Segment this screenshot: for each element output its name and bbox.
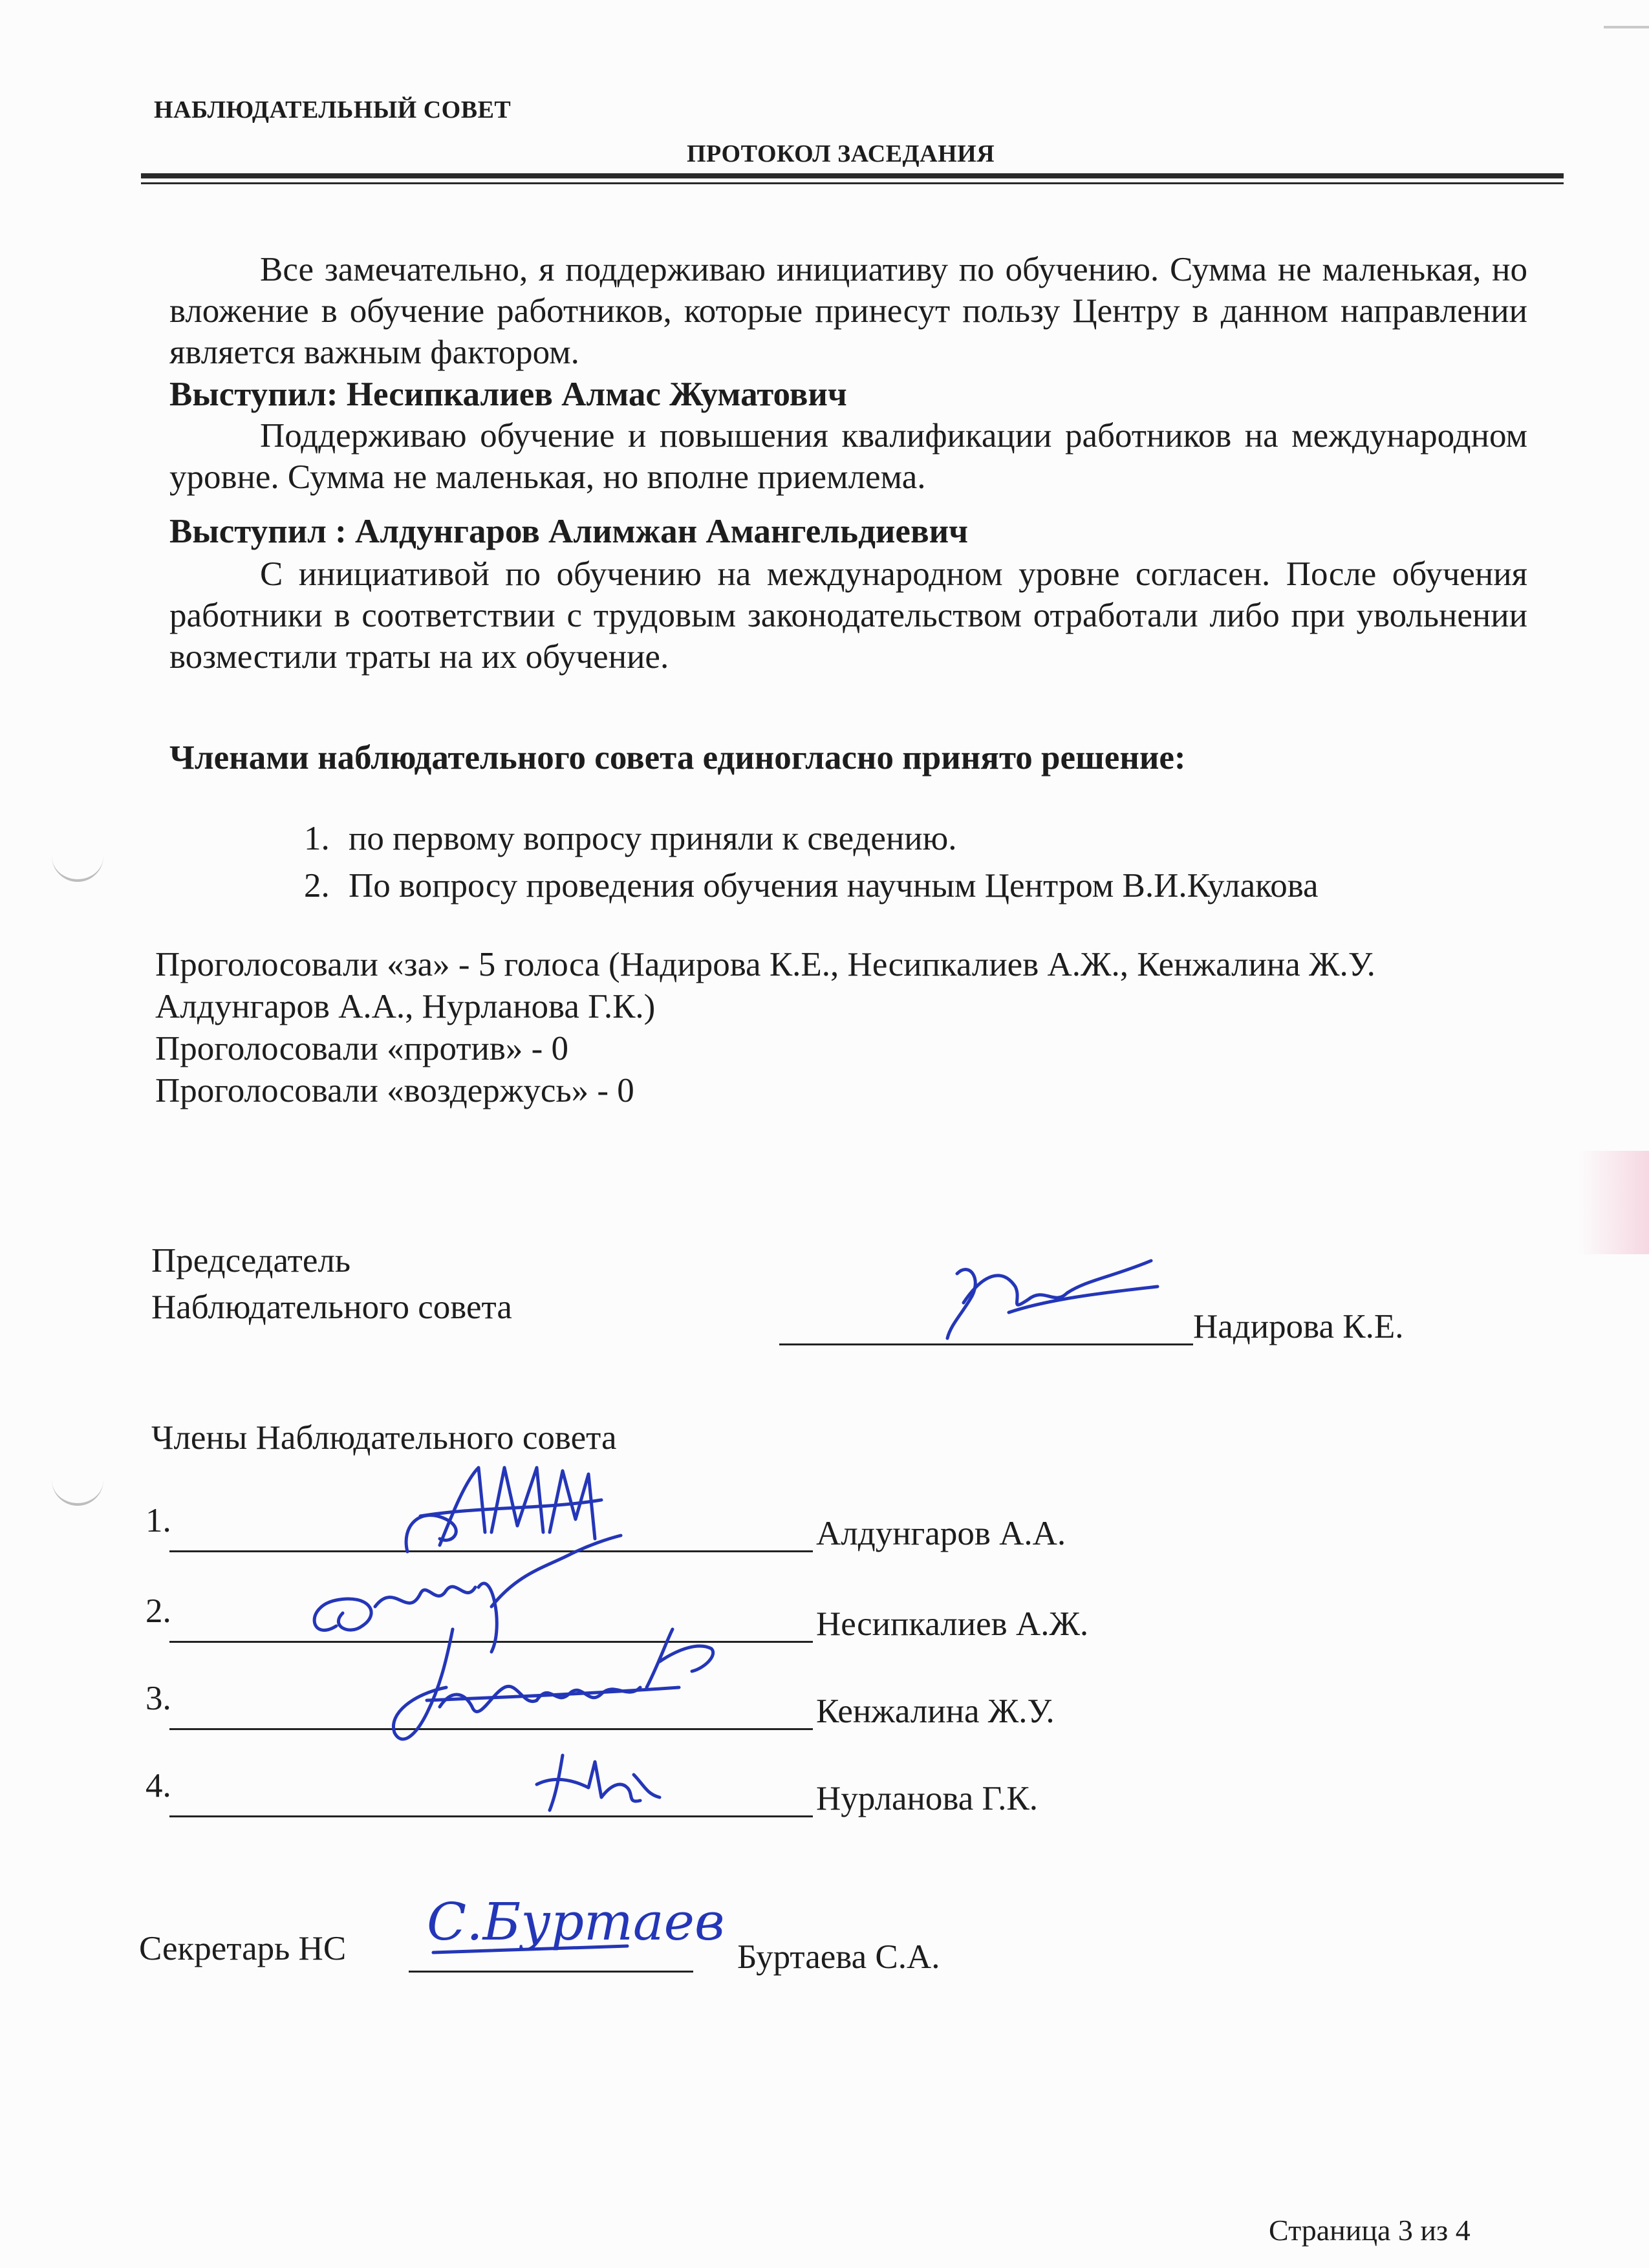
member-4-signature-line	[169, 1815, 813, 1817]
chairman-title-line-2: Наблюдательного совета	[151, 1289, 512, 1326]
votes-abstain: Проголосовали «воздержусь» - 0	[155, 1072, 634, 1109]
chairman-title-line-1: Председатель	[151, 1242, 350, 1279]
header-rule-thin	[141, 182, 1564, 184]
decision-number: 2.	[304, 867, 330, 904]
hole-punch-mark	[52, 853, 103, 882]
scan-edge-mark	[1604, 26, 1649, 28]
member-4-signature	[530, 1749, 673, 1820]
header-rule-thick	[141, 173, 1564, 178]
page-number: Страница 3 из 4	[1269, 2214, 1471, 2247]
chairman-signature	[931, 1248, 1164, 1351]
member-1-number: 1.	[146, 1502, 171, 1539]
decision-text: по первому вопросу приняли к сведению.	[349, 820, 957, 857]
secretary-title: Секретарь НС	[139, 1930, 347, 1967]
header-document-title: ПРОТОКОЛ ЗАСЕДАНИЯ	[687, 140, 995, 167]
member-2-name: Несипкалиев А.Ж.	[816, 1605, 1089, 1643]
speech-intro-text: Все замечательно, я поддерживаю инициативу по обучению. Сумма не маленькая, но вложение в обучение работников, которые принесут пользу Центру в данном направлении является важным фактором.	[169, 251, 1527, 371]
members-heading: Члены Наблюдательного совета	[151, 1419, 617, 1457]
speaker-3-text: С инициативой по обучению на международном уровне согласен. После обучения работники в соответствии с трудовым законодательством отработали либо при увольнении возместили траты на их обучение.	[169, 555, 1527, 676]
member-3-signature	[375, 1616, 737, 1759]
secretary-signature	[414, 1881, 763, 1965]
decision-item-1	[304, 818, 957, 859]
speaker-3-label: Выступил : Алдунгаров Алимжан Амангельдиевич	[169, 513, 968, 550]
decision-heading: Членами наблюдательного совета единогласно принято решение:	[169, 739, 1186, 776]
decision-item-2	[304, 865, 1319, 906]
secretary-signature-text: С.Буртаев	[427, 1892, 725, 1952]
secretary-signature-line	[409, 1971, 693, 1973]
hole-punch-mark	[52, 1477, 103, 1506]
votes-for-line-2: Алдунгаров А.А., Нурланова Г.К.)	[155, 988, 656, 1025]
speaker-2-paragraph	[169, 415, 1527, 498]
member-4-number: 4.	[146, 1767, 171, 1804]
speaker-2-label: Выступил: Несипкалиев Алмас Жуматович	[169, 376, 847, 413]
decision-text: По вопросу проведения обучения научным Центром В.И.Кулакова	[349, 867, 1319, 904]
secretary-name: Буртаева С.А.	[737, 1938, 940, 1976]
speech-intro-paragraph	[169, 249, 1527, 373]
member-1-name: Алдунгаров А.А.	[816, 1515, 1066, 1552]
member-3-name: Кенжалина Ж.У.	[816, 1693, 1055, 1730]
paper-stain	[1578, 1151, 1649, 1254]
chairman-name: Надирова К.Е.	[1193, 1308, 1404, 1345]
member-4-name: Нурланова Г.К.	[816, 1780, 1039, 1817]
decision-number: 1.	[304, 820, 330, 857]
member-3-number: 3.	[146, 1680, 171, 1717]
votes-for-line-1: Проголосовали «за» - 5 голоса (Надирова К.Е., Несипкалиев А.Ж., Кенжалина Ж.У.	[155, 946, 1375, 983]
member-2-number: 2.	[146, 1592, 171, 1630]
speaker-2-text: Поддерживаю обучение и повышения квалификации работников на международном уровне. Сумма не маленькая, но вполне приемлема.	[169, 417, 1527, 496]
header-organization: НАБЛЮДАТЕЛЬНЫЙ СОВЕТ	[154, 96, 512, 123]
votes-against: Проголосовали «против» - 0	[155, 1030, 569, 1067]
speaker-3-paragraph	[169, 553, 1527, 678]
